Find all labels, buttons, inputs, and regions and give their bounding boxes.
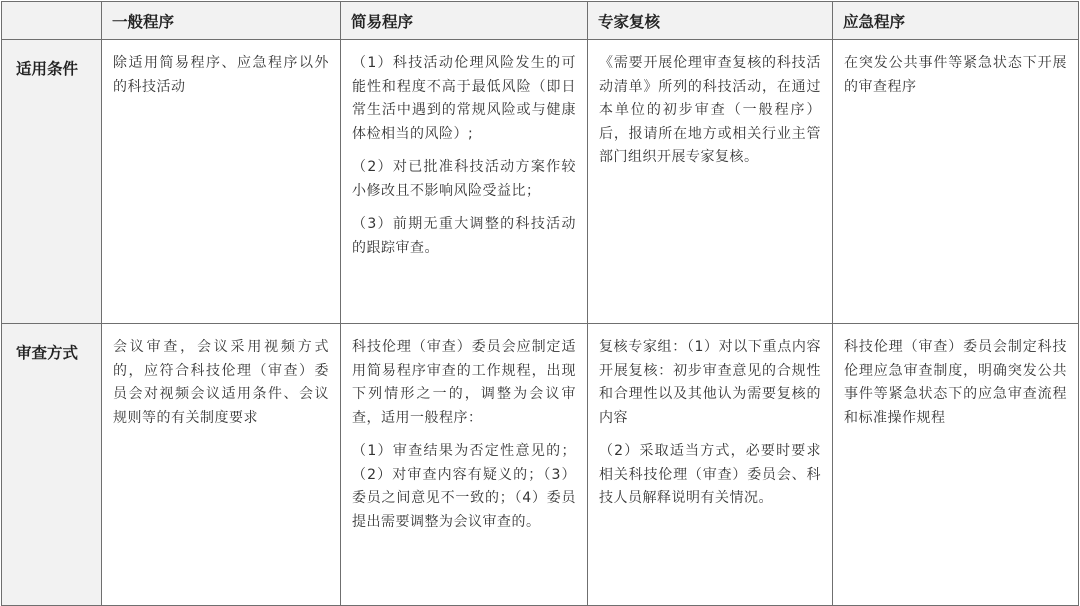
table-header-row <box>2 2 1079 40</box>
row-label-review-method: 审查方式 <box>2 324 102 606</box>
cell-conditions-general: 除适用简易程序、应急程序以外的科技活动 <box>102 40 341 324</box>
header-simple-procedure: 简易程序 <box>341 2 588 40</box>
header-expert-review: 专家复核 <box>588 2 833 40</box>
method-simple-paragraph-1: 科技伦理（审查）委员会应制定适用简易程序审查的工作规程，出现下列情形之一的，调整为会议审查，适用一般程序： <box>352 339 576 426</box>
conditions-simple-item-3: （3）前期无重大调整的科技活动的跟踪审查。 <box>352 216 576 256</box>
method-expert-paragraph-1: 复核专家组：（1）对以下重点内容开展复核：初步审查意见的合规性和合理性以及其他认为需要复核的内容 <box>599 339 821 426</box>
cell-conditions-simple <box>341 40 588 324</box>
cell-conditions-emergency: 在突发公共事件等紧急状态下开展的审查程序 <box>833 40 1079 324</box>
table-row-review-method <box>2 324 1079 606</box>
cell-method-general: 会议审查，会议采用视频方式的，应符合科技伦理（审查）委员会对视频会议适用条件、会议规则等的有关制度要求 <box>102 324 341 606</box>
cell-conditions-expert: 《需要开展伦理审查复核的科技活动清单》所列的科技活动，在通过本单位的初步审查（一般程序）后，报请所在地方或相关行业主管部门组织开展专家复核。 <box>588 40 833 324</box>
review-procedure-table <box>1 1 1079 606</box>
conditions-simple-item-2: （2）对已批准科技活动方案作较小修改且不影响风险受益比； <box>352 159 576 199</box>
method-expert-paragraph-2: （2）采取适当方式，必要时要求相关科技伦理（审查）委员会、科技人员解释说明有关情况。 <box>599 443 821 506</box>
header-emergency-procedure: 应急程序 <box>833 2 1079 40</box>
conditions-simple-item-1: （1）科技活动伦理风险发生的可能性和程度不高于最低风险（即日常生活中遇到的常规风险或与健康体检相当的风险）; <box>352 55 576 142</box>
table-row-applicable-conditions <box>2 40 1079 324</box>
method-simple-paragraph-2: （1）审查结果为否定性意见的；（2）对审查内容有疑义的；（3）委员之间意见不一致的；（4）委员提出需要调整为会议审查的。 <box>352 443 576 530</box>
header-general-procedure: 一般程序 <box>102 2 341 40</box>
header-corner-cell <box>2 2 102 40</box>
cell-method-simple <box>341 324 588 606</box>
cell-method-emergency: 科技伦理（审查）委员会制定科技伦理应急审查制度，明确突发公共事件等紧急状态下的应急审查流程和标准操作规程 <box>833 324 1079 606</box>
cell-method-expert <box>588 324 833 606</box>
row-label-applicable-conditions: 适用条件 <box>2 40 102 324</box>
